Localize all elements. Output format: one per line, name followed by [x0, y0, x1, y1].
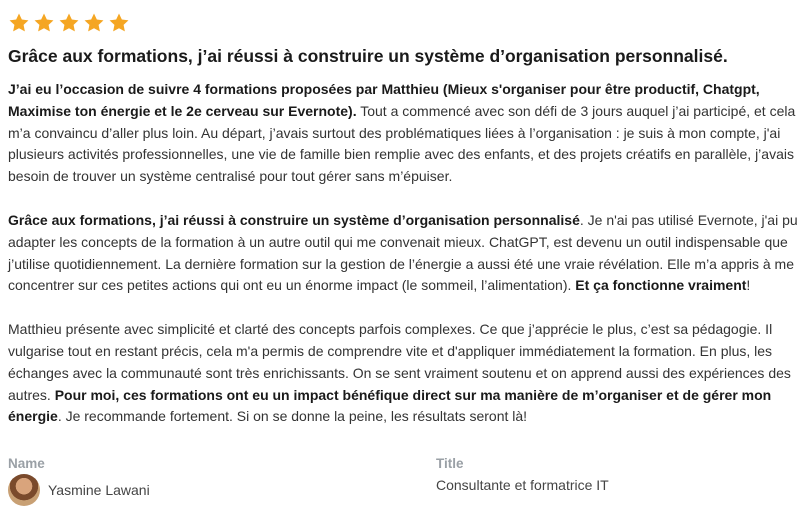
paragraph-3-tail: . Je recommande fortement. Si on se donne la peine, les résultats seront là! — [57, 408, 528, 425]
paragraph-2-bold-lead: Grâce aux formations, j’ai réussi à construire un système d’organisation personnalisé — [8, 211, 580, 228]
paragraph-1-bold-lead: J’ai eu l’occasion de suivre 4 formations proposées par Matthieu (Mieux s'organiser pour être productif, Chatgpt, Maximise ton énergie et le 2e cerveau sur Evernote). — [8, 81, 760, 119]
paragraph-1 — [8, 79, 804, 188]
testimonial-body — [8, 79, 804, 450]
author-name: Yasmine Lawani — [48, 482, 150, 498]
paragraph-3-text: Matthieu présente avec simplicité et clarté des concepts parfois complexes. Ce que j’apprécie le plus, c’est sa pédagogie. Il vulgarise tout en restant précis, cela m'a permis de comprendre vite et d'appliquer immédiatement la formation. En plus, les échanges avec la communauté sont très enrichissants. On se sent vraiment soutenu et on apprend aussi des expériences des autres. — [8, 321, 791, 403]
paragraph-3 — [8, 319, 804, 428]
star-icon — [8, 12, 30, 34]
paragraph-3-bold-tail: Pour moi, ces formations ont eu un impact bénéfique direct sur ma manière de m’organiser et de gérer mon énergie — [8, 386, 772, 425]
paragraph-2-tail: ! — [746, 277, 751, 294]
star-icon — [83, 12, 105, 34]
paragraph-1-text: Tout a commencé avec son défi de 3 jours auquel j’ai participé, et cela m’a convaincu d’aller plus loin. Au départ, j’avais surtout des problématiques liées à l’organisation : je suis à mon compte, j'ai plusieurs activités professionnelles, une vie de famille bien remplie avec des enfants, et des projets créatifs en parallèle, j’avais besoin de trouver un système centralisé pour tout gérer sans m’épuiser. — [8, 102, 796, 185]
name-label: Name — [8, 456, 45, 471]
paragraph-2-bold-tail: Et ça fonctionne vraiment — [575, 277, 747, 294]
star-icon — [108, 12, 130, 34]
author-title: Consultante et formatrice IT — [436, 477, 609, 493]
paragraph-2 — [8, 210, 804, 297]
star-icon — [58, 12, 80, 34]
star-icon — [33, 12, 55, 34]
avatar — [8, 474, 40, 506]
star-rating — [8, 12, 130, 34]
paragraph-2-text: . Je n'ai pas utilisé Evernote, j'ai pu adapter les concepts de la formation à un autre outil qui me convenait mieux. ChatGPT, est devenu un outil indispensable que j’utilise quotidiennement. La dernière formation sur la gestion de l’énergie a aussi été une vraie révélation. Elle m’a appris à me concentrer sur ces petites actions qui ont eu un énorme impact (le sommeil, l’alimentation). — [8, 211, 798, 294]
testimonial-headline: Grâce aux formations, j’ai réussi à construire un système d’organisation personnalisé. — [8, 46, 728, 66]
author — [8, 474, 150, 506]
title-label: Title — [436, 456, 464, 471]
